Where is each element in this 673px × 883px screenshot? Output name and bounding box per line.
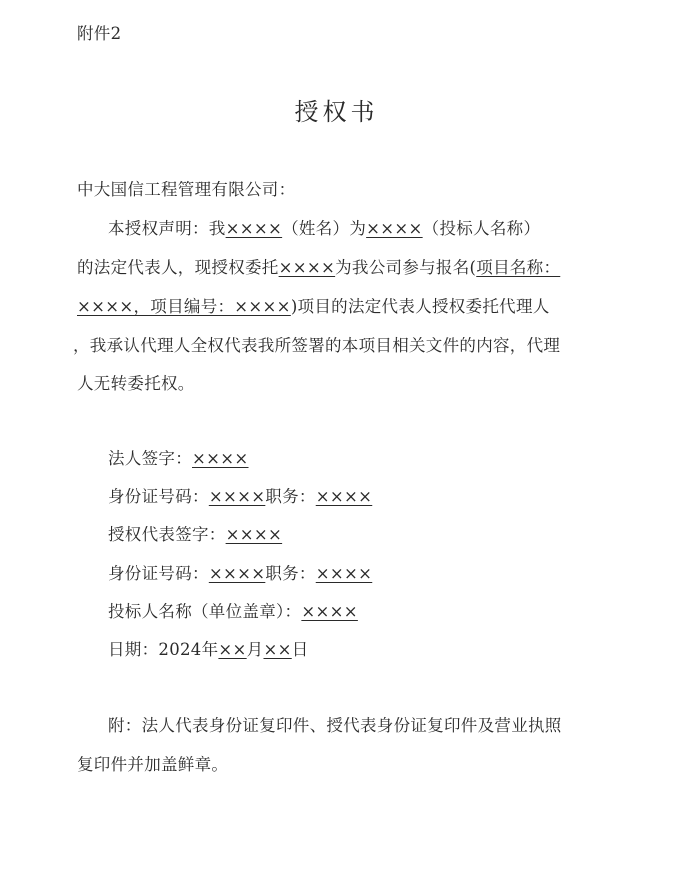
date-month-value: ××: [218, 640, 247, 659]
project-info-placeholder: ××××，项目编号：××××: [77, 297, 291, 316]
bidder-name-field: 投标人名称（单位盖章）：××××: [108, 602, 358, 621]
agent-signature-value: ××××: [225, 525, 283, 544]
agent-signature-field: 授权代表签字：××××: [108, 525, 283, 544]
date-field: 日期：2024年××月××日: [108, 640, 309, 659]
legal-name-placeholder: ××××: [225, 219, 283, 238]
body-line-4: ，我承认代理人全权代表我所签署的本项目相关文件的内容，代理: [73, 336, 561, 355]
attachment-label: 附件2: [77, 24, 122, 43]
bidder-name-value: ××××: [301, 602, 358, 621]
agent-id-field: 身份证号码：××××职务：××××: [108, 564, 373, 583]
note-line-1: 附：法人代表身份证复印件、授代表身份证复印件及营业执照: [108, 716, 562, 735]
body-line-2: 的法定代表人，现授权委托××××为我公司参与报名(项目名称：: [77, 258, 561, 277]
legal-signature-value: ××××: [192, 449, 249, 468]
legal-id-field: 身份证号码：××××职务：××××: [108, 487, 373, 506]
addressee: 中大国信工程管理有限公司：: [77, 180, 296, 199]
body-line-3: ××××，项目编号：××××)项目的法定代表人授权委托代理人: [77, 297, 550, 316]
note-line-2: 复印件并加盖鲜章。: [77, 755, 229, 774]
bidder-name-placeholder: ××××: [366, 219, 423, 238]
agent-id-value: ××××: [208, 564, 266, 583]
document-title: 授权书: [294, 98, 379, 126]
legal-id-value: ××××: [208, 487, 266, 506]
legal-post-value: ××××: [315, 487, 373, 506]
agent-post-value: ××××: [315, 564, 373, 583]
project-name-label: 项目名称：: [476, 258, 561, 277]
body-line-1: 本授权声明：我××××（姓名）为××××（投标人名称）: [108, 219, 541, 238]
agent-name-placeholder: ××××: [278, 258, 336, 277]
body-line-5: 人无转委托权。: [77, 374, 195, 393]
date-day-value: ××: [263, 640, 292, 659]
legal-signature-field: 法人签字：××××: [108, 449, 249, 468]
